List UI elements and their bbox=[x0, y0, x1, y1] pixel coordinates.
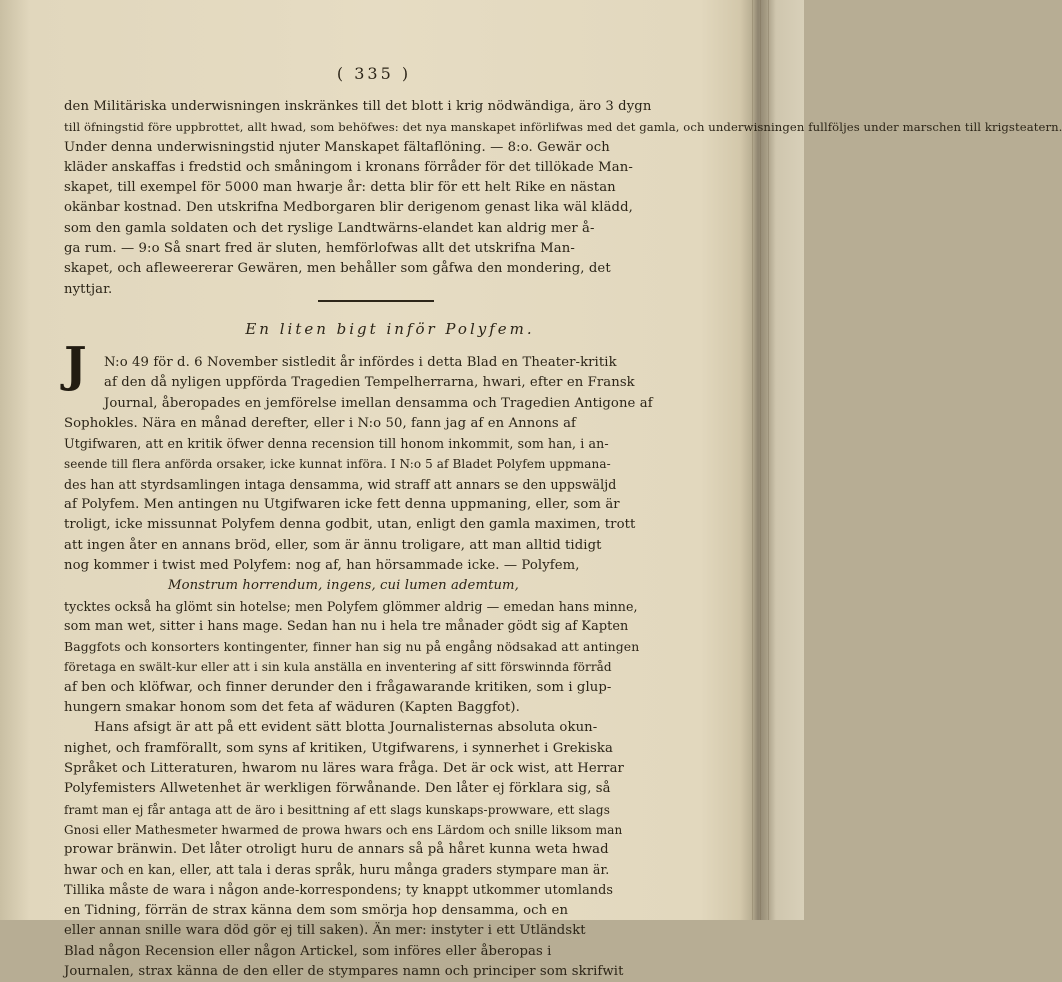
text-line: nighet, och framförallt, som syns af kritiken, Utgifwarens, i synnerhet i Grekiska bbox=[64, 740, 613, 756]
section-heading: En liten bigt inför Polyfem. bbox=[245, 320, 535, 338]
text-line: tycktes också ha glömt sin hotelse; men Polyfem glömmer aldrig — emedan hans minne, bbox=[64, 598, 638, 614]
text-line: Hans afsigt är att på ett evident sätt blotta Journalisternas absoluta okun- bbox=[94, 720, 598, 736]
text-line: till öfningstid före uppbrottet, allt hwad, som behöfwes: det nya manskapet införlifwas med det gamla, och underwisningen fullföljes under marschen till krigsteatern. bbox=[64, 120, 1062, 135]
text-line: Baggfots och konsorters kontingenter, finner han sig nu på engång nödsakad att antingen bbox=[64, 639, 640, 655]
text-line: Journal, åberopades en jemförelse imellan densamma och Tragedien Antigone af bbox=[104, 395, 653, 411]
text-line: framt man ej får antaga att de äro i besittning af ett slags kunskaps-prowware, ett slags bbox=[64, 802, 610, 817]
text-line: Språket och Litteraturen, hwarom nu läres wara fråga. Det är ock wist, att Herrar bbox=[64, 760, 624, 776]
text-line: troligt, icke missunnat Polyfem denna godbit, utan, enligt den gamla maximen, trott bbox=[64, 517, 636, 533]
page-number: ( 335 ) bbox=[336, 64, 412, 83]
text-line: skapet, och afleweererar Gewären, men behåller som gåfwa den mondering, det bbox=[64, 261, 611, 277]
section-divider bbox=[318, 300, 434, 302]
text-line: skapet, till exempel för 5000 man hwarje år: detta blir för ett helt Rike en nästan bbox=[64, 180, 616, 196]
text-line: en Tidning, förrän de strax känna dem som smörja hop densamma, och en bbox=[64, 903, 569, 919]
text-line: af ben och klöfwar, och finner derunder den i frågawarande kritiken, som i glup- bbox=[64, 679, 612, 695]
text-line: hwar och en kan, eller, att tala i deras språk, huru många graders stympare man är. bbox=[64, 862, 610, 878]
text-line: N:o 49 för d. 6 November sistledit år infördes i detta Blad en Theater-kritik bbox=[104, 355, 617, 370]
text-line: eller annan snille wara död gör ej till saken). Än mer: instyter i ett Utländskt bbox=[64, 923, 586, 939]
text-line: ga rum. — 9:o Så snart fred är sluten, hemförlofwas allt det utskrifna Man- bbox=[64, 241, 575, 257]
page-edge bbox=[752, 0, 753, 920]
text-line: Gnosi eller Mathesmeter hwarmed de prowa hwars och ens Lärdom och snille liksom man bbox=[64, 822, 623, 837]
text-line: af den då nyligen uppförda Tragedien Tempelherrarna, hwari, efter en Fransk bbox=[104, 375, 635, 391]
text-line: Journalen, strax känna de den eller de stympares namn och principer som skrifwit bbox=[64, 963, 624, 979]
text-line: Blad någon Recension eller någon Artickel, som införes eller åberopas i bbox=[64, 943, 552, 959]
page-edge bbox=[760, 0, 761, 920]
text-line: kläder anskaffas i fredstid och småningom i kronans förråder för det tillökade Man- bbox=[64, 159, 633, 175]
text-line: Utgifwaren, att en kritik öfwer denna recension till honom inkommit, som han, i an- bbox=[64, 436, 609, 452]
text-line: Polyfemisters Allwetenhet är werkligen förwånande. Den låter ej förklara sig, så bbox=[64, 781, 611, 797]
drop-cap: J bbox=[64, 337, 87, 393]
text-line: okänbar kostnad. Den utskrifna Medborgaren blir derigenom genast lika wäl klädd, bbox=[64, 200, 633, 216]
text-line: den Militäriska underwisningen inskränkes till det blott i krig nödwändiga, äro 3 dygn bbox=[64, 99, 652, 114]
text-line: företaga en swält-kur eller att i sin kula anställa en inventering af sitt förswinnda förråd bbox=[64, 660, 612, 675]
text-line: nyttjar. bbox=[64, 281, 113, 297]
text-line: Sophokles. Nära en månad derefter, eller i N:o 50, fann jag af en Annons af bbox=[64, 415, 577, 431]
text-line: nog kommer i twist med Polyfem: nog af, han hörsammade icke. — Polyfem, bbox=[64, 557, 580, 573]
text-line: att ingen åter en annans bröd, eller, som är ännu troligare, att man alltid tidigt bbox=[64, 537, 602, 553]
text-line: som den gamla soldaten och det ryslige Landtwärns-elandet kan aldrig mer å- bbox=[64, 220, 595, 236]
page-edge bbox=[768, 0, 769, 920]
top-text-block bbox=[64, 97, 1062, 300]
quote-line: Monstrum horrendum, ingens, cui lumen ademtum, bbox=[168, 578, 519, 594]
text-line: af Polyfem. Men antingen nu Utgifwaren icke fett denna uppmaning, eller, som är bbox=[64, 497, 620, 513]
text-line: Under denna underwisningstid njuter Manskapet fältaflöning. — 8:o. Gewär och bbox=[64, 139, 610, 155]
text-line: des han att styrdsamlingen intaga densamma, wid straff att annars se den uppswäljd bbox=[64, 476, 617, 492]
text-line: som man wet, sitter i hans mage. Sedan han nu i hela tre månader gödt sig af Kapten bbox=[64, 618, 629, 634]
text-line: Tillika måste de wara i någon ande-korrespondens; ty knappt utkommer utomlands bbox=[64, 882, 614, 898]
text-line: hungern smakar honom som det feta af wäduren (Kapten Baggfot). bbox=[64, 700, 520, 716]
text-line: prowar bränwin. Det låter otroligt huru de annars så på håret kunna weta hwad bbox=[64, 842, 609, 858]
article-text-block bbox=[64, 353, 684, 982]
text-line: seende till flera anförda orsaker, icke kunnat införa. I N:o 5 af Bladet Polyfem uppmana- bbox=[64, 457, 611, 472]
